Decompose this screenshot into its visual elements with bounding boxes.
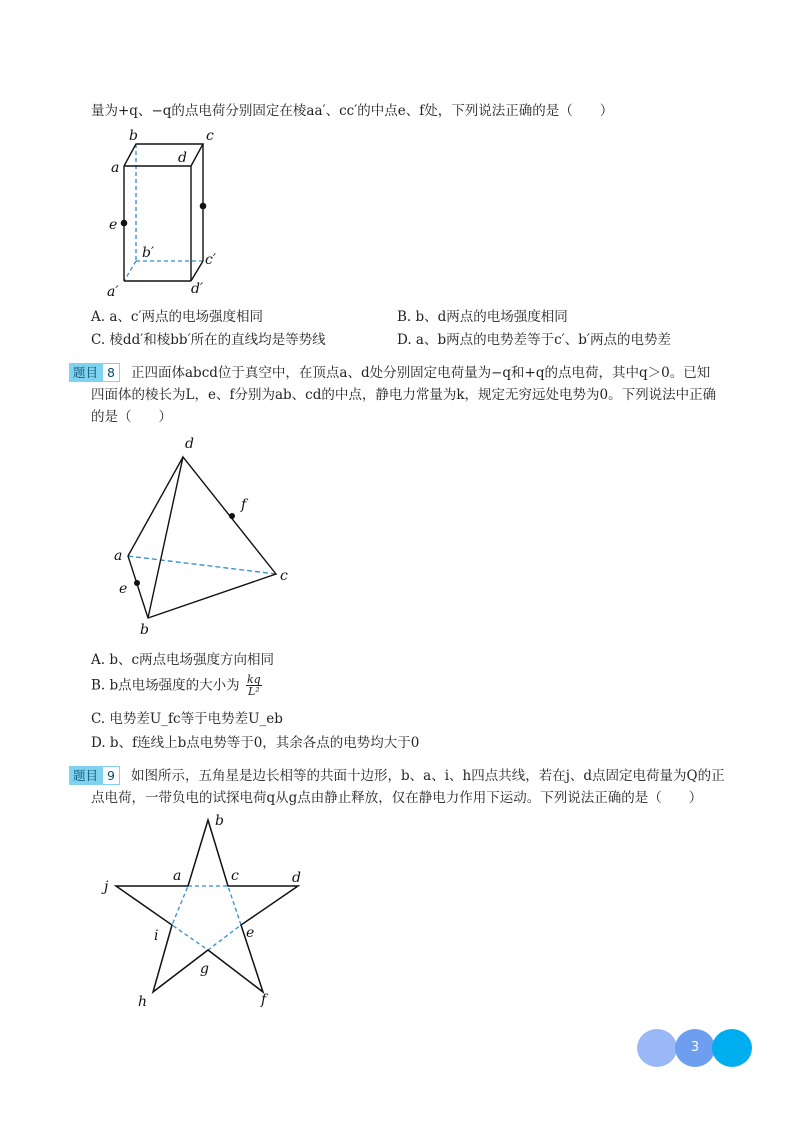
decor-circle-right — [712, 1029, 752, 1067]
q8-option-b-prefix: B. b点电场强度的大小为 — [91, 677, 240, 694]
label-f: f — [241, 497, 247, 513]
label-h: h — [138, 994, 148, 1010]
q7-option-b: B. b、d两点的电场强度相同 — [397, 309, 568, 325]
label-d: d — [185, 436, 194, 452]
q7-stem: 量为+q、−q的点电荷分别固定在棱aa′、cc′的中点e、f处，下列说法正确的是（ ） — [91, 103, 614, 119]
label-b: b — [140, 622, 149, 638]
label-a: a — [114, 548, 123, 564]
label-b: b — [129, 128, 138, 144]
q8-tetrahedron-figure — [108, 432, 308, 638]
q8-stem-line1: 正四面体abcd位于真空中，在顶点a、d处分别固定电荷量为−q和+q的点电荷，其中q＞0。已知 — [131, 365, 711, 381]
q7-option-c: C. 棱dd′和棱bb′所在的直线均是等势线 — [91, 332, 326, 348]
label-b: b — [215, 813, 224, 829]
page-number: 3 — [690, 1040, 700, 1055]
q8-option-a: A. b、c两点电场强度方向相同 — [91, 652, 275, 668]
label-cp: c′ — [205, 252, 217, 268]
q9-badge-label: 题目 — [69, 766, 102, 785]
fraction-denominator: L² — [247, 685, 260, 698]
label-f: f — [261, 992, 267, 1008]
q8-badge-label: 题目 — [69, 363, 102, 382]
q9-badge-number: 9 — [102, 766, 120, 785]
q8-option-b — [91, 674, 262, 704]
label-a: a — [111, 160, 120, 176]
q7-option-a: A. a、c′两点的电场强度相同 — [91, 309, 264, 325]
label-e: e — [246, 925, 255, 941]
q9-badge — [69, 766, 120, 785]
label-c: c — [231, 868, 239, 884]
q8-stem-line3: 的是（ ） — [91, 409, 172, 425]
q8-stem-line2: 四面体的棱长为L，e、f分别为ab、cd的中点，静电力常量为k，规定无穷远处电势为0。下列说法中正确 — [91, 387, 717, 403]
fraction-numerator: kq — [246, 673, 261, 686]
q8-option-b-fraction — [246, 674, 262, 697]
q9-stem-line2: 点电荷，一带负电的试探电荷q从g点由静止释放，仅在静电力作用下运动。下列说法正确的是（ ） — [91, 790, 703, 806]
label-i: i — [154, 928, 159, 944]
label-ap: a′ — [107, 284, 119, 300]
q7-option-d: D. a、b两点的电势差等于c′、b′两点的电势差 — [397, 332, 671, 348]
q8-option-c: C. 电势差U_fc等于电势差U_eb — [91, 711, 283, 727]
q8-badge — [69, 363, 120, 382]
label-g: g — [200, 961, 209, 977]
label-c: c — [280, 568, 288, 584]
label-dp: d′ — [191, 281, 204, 297]
q7-prism-figure — [100, 126, 230, 301]
label-a: a — [173, 868, 182, 884]
label-d: d — [292, 870, 301, 886]
label-c: c — [206, 128, 214, 144]
label-d: d — [178, 150, 187, 166]
label-bp: b′ — [142, 245, 155, 261]
decor-circle-left — [637, 1029, 677, 1067]
label-e: e — [119, 581, 128, 597]
page-number-decoration — [637, 1029, 753, 1067]
q8-option-d: D. b、f连线上b点电势等于0，其余各点的电势均大于0 — [91, 735, 420, 751]
label-j: j — [104, 879, 109, 895]
q9-star-figure — [98, 808, 320, 1013]
q8-badge-number: 8 — [102, 363, 120, 382]
label-e: e — [109, 217, 118, 233]
q9-stem-line1: 如图所示，五角星是边长相等的共面十边形，b、a、i、h四点共线，若在j、d点固定电荷量为Q的正 — [131, 768, 725, 784]
